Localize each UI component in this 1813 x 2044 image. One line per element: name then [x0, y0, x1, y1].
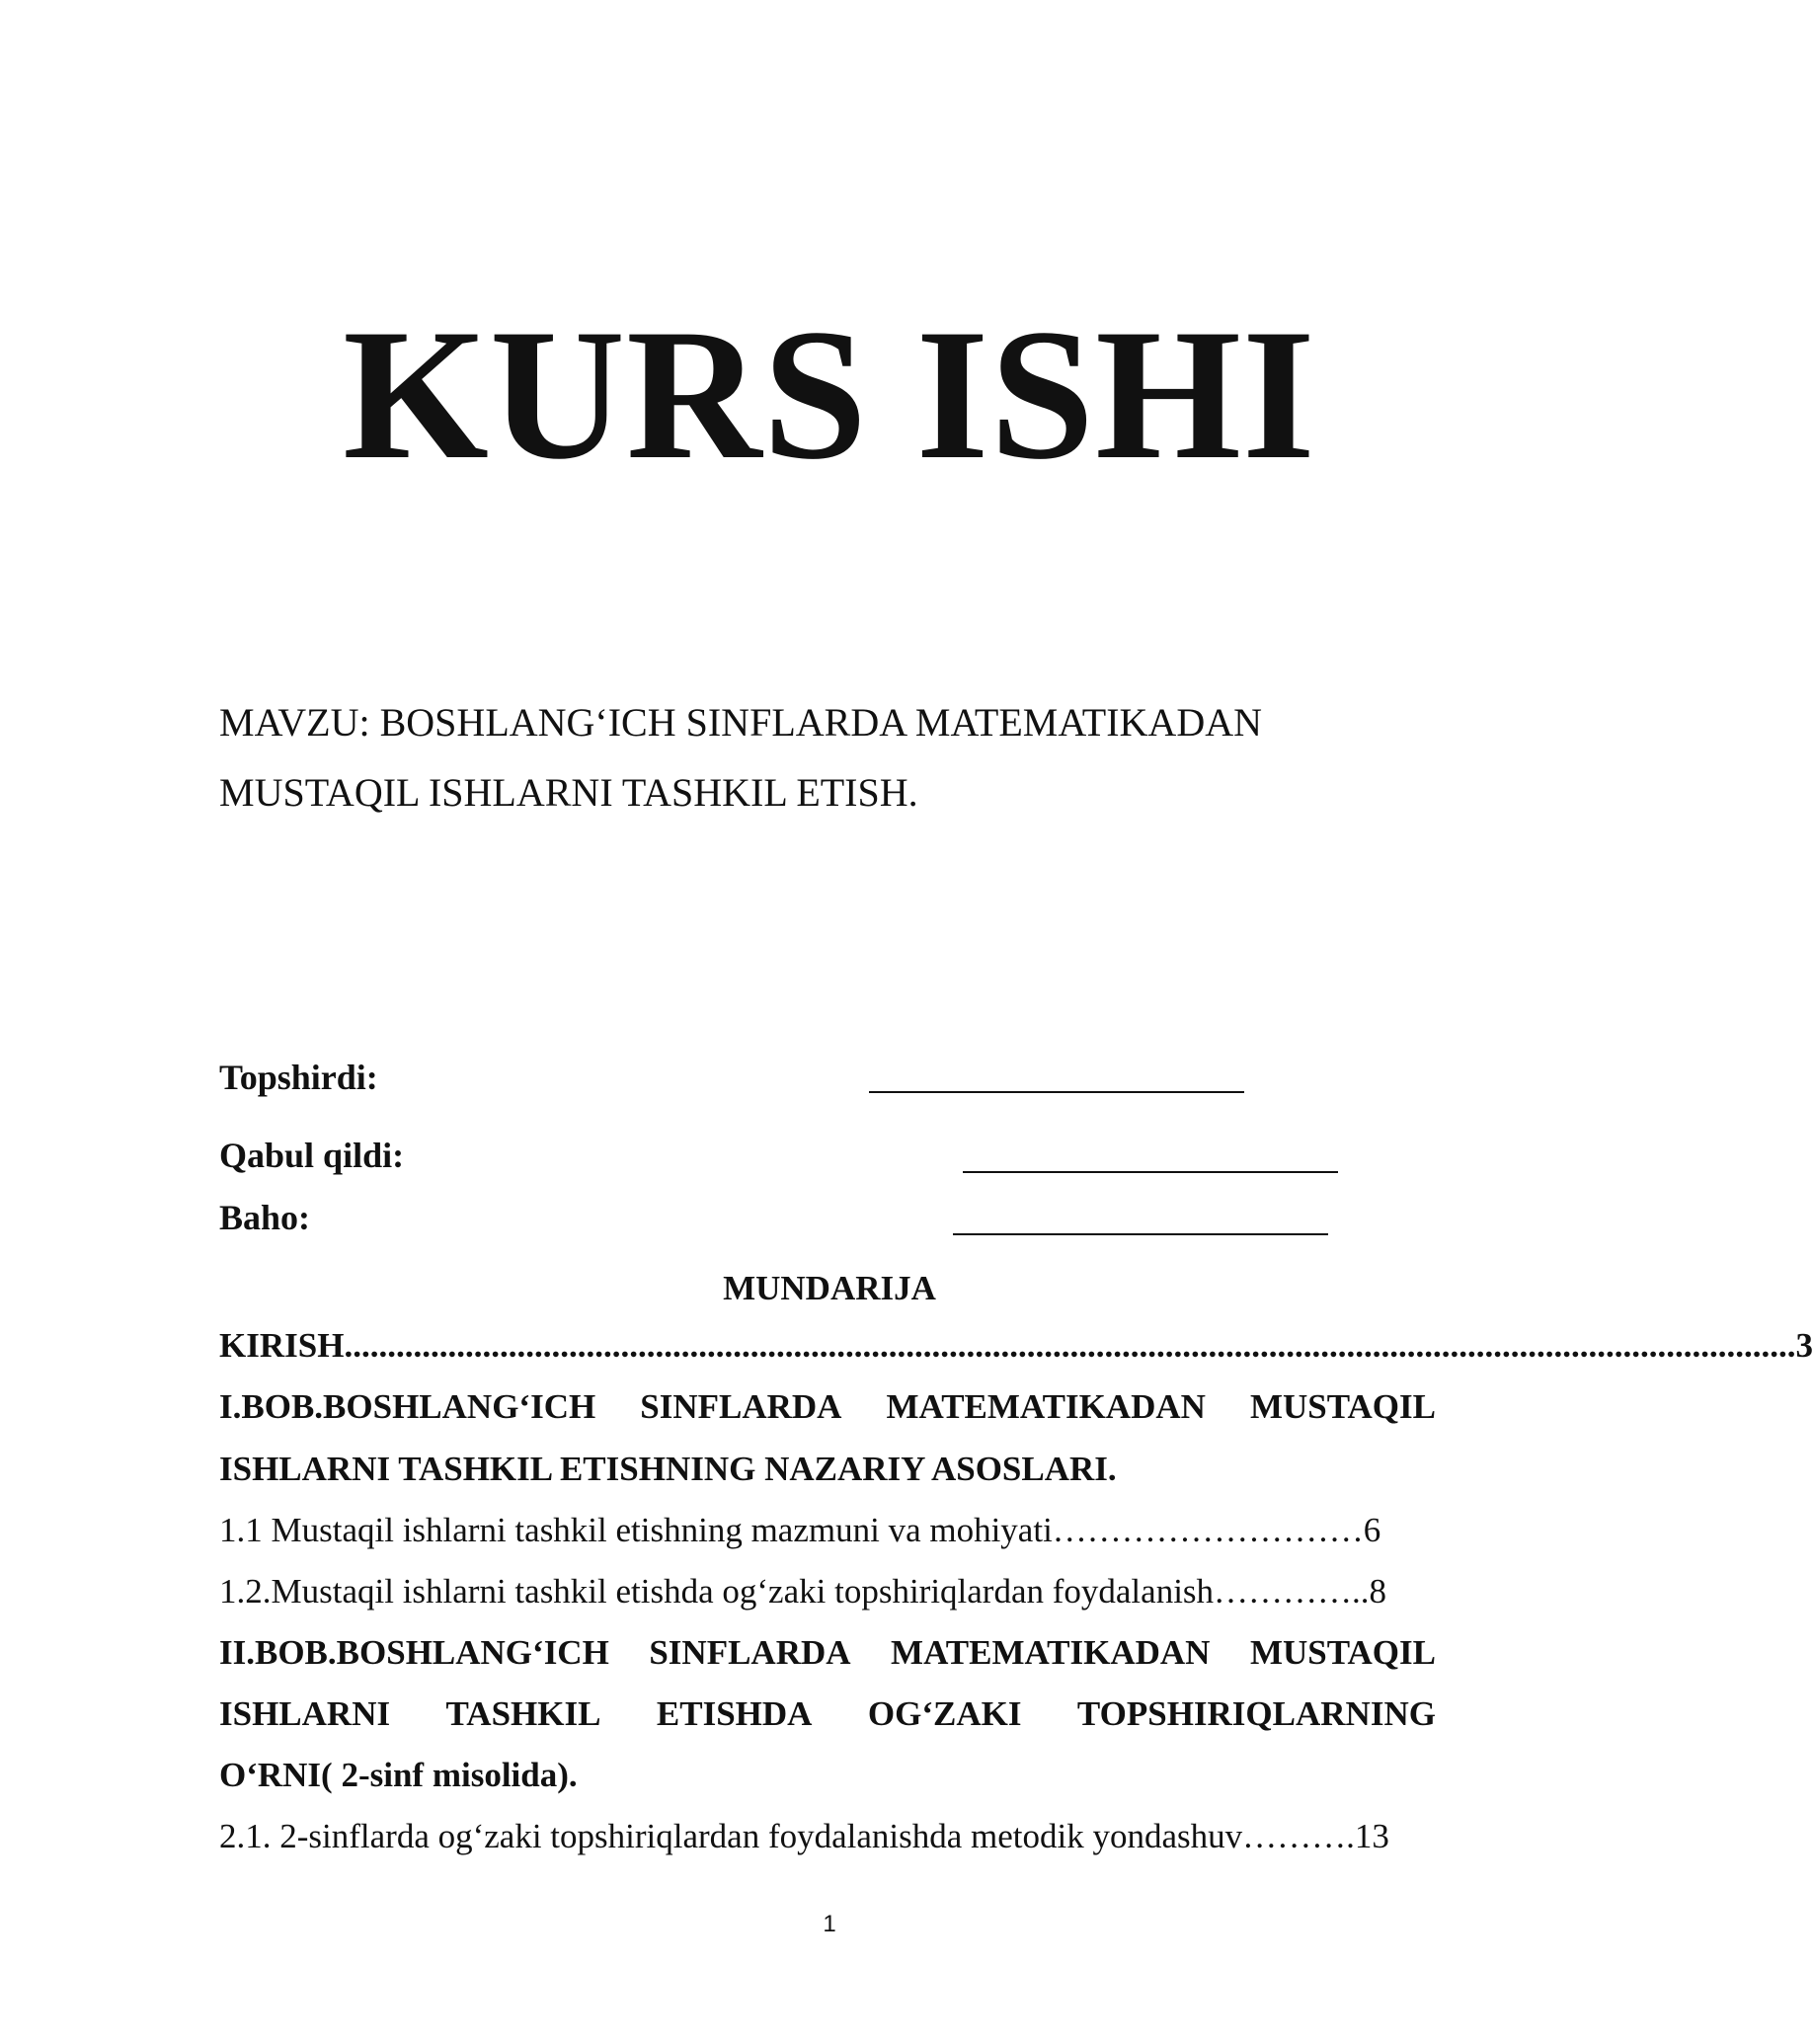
accepted-by-label: Qabul qildi: — [219, 1136, 405, 1175]
grade-label: Baho: — [219, 1198, 311, 1237]
toc-entry-1-2 — [219, 1574, 1436, 1609]
toc-chapter-1-line-1 — [219, 1389, 1436, 1424]
toc-title: MUNDARIJA — [723, 1269, 936, 1307]
accepted-by-blank — [963, 1171, 1338, 1173]
toc-entry-1-1 — [219, 1513, 1436, 1547]
toc-word: TASHKIL — [445, 1694, 601, 1733]
toc-page-number: 13 — [1354, 1817, 1389, 1855]
toc-word: OG‘ZAKI — [867, 1694, 1022, 1733]
topic-line-1: MAVZU: BOSHLANG‘ICH SINFLARDA MATEMATIKADAN — [219, 700, 1262, 745]
submitted-by-blank — [869, 1091, 1244, 1093]
toc-word: MATEMATIKADAN — [891, 1633, 1211, 1672]
toc-entry-introduction — [219, 1326, 1813, 1365]
toc-word: SINFLARDA — [640, 1387, 842, 1426]
document-title: KURS ISHI — [343, 291, 1316, 499]
toc-page-number: 8 — [1369, 1572, 1387, 1611]
toc-word: I.BOB.BOSHLANG‘ICH — [219, 1387, 596, 1426]
toc-chapter-2-line-2 — [219, 1696, 1436, 1731]
toc-leader-dots: ……………………… — [1052, 1511, 1364, 1549]
topic-line-2: MUSTAQIL ISHLARNI TASHKIL ETISH. — [219, 770, 918, 815]
toc-word: SINFLARDA — [649, 1633, 851, 1672]
toc-chapter-2-line-3: O‘RNI( 2-sinf misolida). — [219, 1756, 578, 1794]
page-number: 1 — [823, 1911, 836, 1937]
toc-word: ETISHDA — [656, 1694, 813, 1733]
toc-leader-dots: ………….. — [1214, 1572, 1370, 1611]
toc-chapter-1-line-2: ISHLARNI TASHKIL ETISHNING NAZARIY ASOSLARI. — [219, 1450, 1117, 1488]
toc-word: MATEMATIKADAN — [886, 1387, 1206, 1426]
toc-entry-text: 2.1. 2-sinflarda og‘zaki topshiriqlardan foydalanishda metodik yondashuv — [219, 1817, 1243, 1855]
toc-chapter-2-line-1 — [219, 1635, 1436, 1670]
toc-leader-dots: ........................................................................................................................................................................ — [344, 1326, 1796, 1365]
toc-leader-dots: ………. — [1242, 1817, 1355, 1855]
toc-entry-2-1 — [219, 1819, 1436, 1853]
submitted-by-label: Topshirdi: — [219, 1058, 378, 1097]
toc-entry-text: 1.1 Mustaqil ishlarni tashkil etishning mazmuni va mohiyati — [219, 1511, 1053, 1549]
toc-word: TOPSHIRIQLARNING — [1076, 1694, 1436, 1733]
toc-word: MUSTAQIL — [1249, 1633, 1436, 1672]
toc-word: ISHLARNI — [219, 1694, 391, 1733]
toc-page-number: 6 — [1363, 1511, 1381, 1549]
toc-word: MUSTAQIL — [1249, 1387, 1436, 1426]
toc-entry-text: 1.2.Mustaqil ishlarni tashkil etishda og‘zaki topshiriqlardan foydalanish — [219, 1572, 1215, 1611]
toc-page-number: 3 — [1795, 1326, 1813, 1365]
toc-entry-text: KIRISH — [219, 1326, 345, 1365]
grade-blank — [953, 1233, 1328, 1235]
toc-word: II.BOB.BOSHLANG‘ICH — [219, 1633, 609, 1672]
